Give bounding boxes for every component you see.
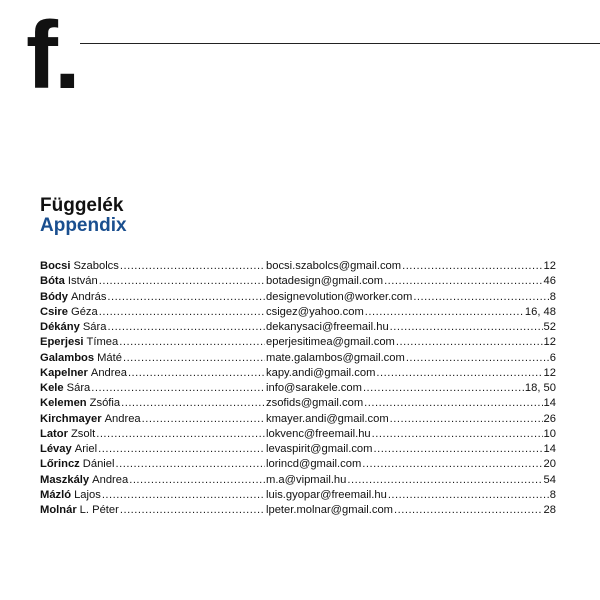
given-name: Szabolcs [73, 260, 119, 272]
dot-leader [394, 504, 543, 516]
dot-leader [129, 474, 265, 486]
page-numbers: 28 [543, 504, 556, 516]
name-column [40, 428, 266, 440]
section-title-hungarian: Függelék [40, 195, 124, 216]
surname: Lőrincz [40, 458, 80, 471]
surname: Kele [40, 382, 64, 394]
name-column [40, 382, 266, 394]
email-column [266, 260, 556, 272]
index-row [40, 352, 556, 367]
index-row [40, 382, 556, 397]
email-address: designevolution@worker.com [266, 290, 413, 303]
email-column [266, 352, 556, 364]
page-numbers: 18, 50 [524, 382, 556, 394]
index-row [40, 275, 556, 290]
name-column [40, 321, 266, 333]
given-name: Sára [66, 382, 91, 394]
dot-leader [373, 443, 542, 455]
dot-leader [142, 413, 265, 425]
email-column [266, 321, 556, 333]
page-numbers: 20 [543, 458, 556, 471]
email-column [266, 367, 556, 379]
page-numbers: 14 [543, 443, 556, 455]
surname: Bóta [40, 275, 65, 288]
email-column [266, 336, 556, 348]
surname: Lator [40, 427, 68, 440]
name-column [40, 504, 266, 516]
given-name: Tímea [86, 336, 119, 349]
surname: Eperjesi [40, 336, 84, 349]
email-address: zsofids@gmail.com [266, 397, 364, 410]
given-name: István [67, 275, 98, 288]
surname: Kapelner [40, 366, 88, 379]
email-column [266, 489, 556, 501]
name-column [40, 306, 266, 318]
name-column [40, 260, 266, 272]
email-address: lorincd@gmail.com [266, 458, 362, 471]
dot-leader [406, 352, 549, 364]
name-column [40, 397, 266, 409]
chapter-letter: f. [26, 2, 77, 109]
dot-leader [99, 306, 265, 318]
dot-leader [99, 275, 265, 287]
dot-leader [98, 443, 265, 455]
index-row [40, 367, 556, 382]
surname: Csire [40, 305, 68, 318]
page-numbers: 14 [543, 397, 556, 410]
index-row [40, 336, 556, 351]
index-row [40, 321, 556, 336]
dot-leader [390, 321, 543, 333]
dot-leader [120, 504, 265, 516]
dot-leader [365, 306, 524, 318]
dot-leader [107, 291, 265, 303]
given-name: Andrea [90, 366, 127, 379]
dot-leader [376, 367, 542, 379]
dot-leader [384, 275, 542, 287]
index-row [40, 504, 556, 519]
email-address: dekanysaci@freemail.hu [266, 321, 389, 333]
index-row [40, 474, 556, 489]
index-row [40, 397, 556, 412]
dot-leader [116, 458, 266, 470]
email-address: eperjesitimea@gmail.com [266, 336, 395, 349]
index-row [40, 443, 556, 458]
given-name: Sára [82, 321, 107, 333]
surname: Galambos [40, 351, 95, 364]
email-column [266, 397, 556, 409]
surname: Maszkály [40, 473, 90, 486]
surname: Bódy [40, 290, 68, 303]
dot-leader [347, 474, 542, 486]
email-address: kapy.andi@gmail.com [266, 366, 376, 379]
given-name: Ariel [74, 443, 98, 455]
page-numbers: 16, 48 [524, 305, 556, 318]
email-address: levaspirit@gmail.com [266, 443, 373, 455]
name-column [40, 489, 266, 501]
email-address: csigez@yahoo.com [266, 305, 364, 318]
email-address: lpeter.molnar@gmail.com [266, 504, 394, 516]
dot-leader [96, 428, 265, 440]
email-address: mate.galambos@gmail.com [266, 351, 405, 364]
email-address: botadesign@gmail.com [266, 275, 384, 288]
index-row [40, 291, 556, 306]
page-numbers: 52 [543, 321, 556, 333]
given-name: Lajos [74, 488, 101, 501]
surname: Lévay [40, 443, 72, 455]
email-address: bocsi.szabolcs@gmail.com [266, 260, 402, 272]
name-column [40, 474, 266, 486]
email-column [266, 443, 556, 455]
name-column [40, 458, 266, 470]
page-numbers: 6 [549, 351, 556, 364]
page-numbers: 8 [549, 290, 556, 303]
email-column [266, 458, 556, 470]
email-column [266, 474, 556, 486]
email-column [266, 504, 556, 516]
surname: Mázló [40, 488, 72, 501]
email-column [266, 275, 556, 287]
name-column [40, 336, 266, 348]
page-numbers: 54 [543, 473, 556, 486]
dot-leader [120, 260, 265, 272]
email-column [266, 382, 556, 394]
name-column [40, 413, 266, 425]
page-numbers: 46 [543, 275, 556, 288]
email-address: m.a@vipmail.hu [266, 473, 347, 486]
index-row [40, 428, 556, 443]
dot-leader [396, 336, 543, 348]
given-name: Zsolt [70, 427, 96, 440]
dot-leader [119, 336, 265, 348]
page-numbers: 8 [549, 488, 556, 501]
name-column [40, 275, 266, 287]
dot-leader [107, 321, 265, 333]
name-column [40, 367, 266, 379]
given-name: Géza [71, 305, 98, 318]
email-column [266, 306, 556, 318]
email-column [266, 413, 556, 425]
page-numbers: 26 [543, 412, 556, 425]
dot-leader [363, 382, 524, 394]
dot-leader [362, 458, 542, 470]
dot-leader [364, 397, 542, 409]
page-numbers: 10 [543, 427, 556, 440]
email-address: info@sarakele.com [266, 382, 362, 394]
given-name: Dániel [82, 458, 115, 471]
dot-leader [388, 489, 549, 501]
given-name: András [70, 290, 107, 303]
name-column [40, 443, 266, 455]
email-column [266, 291, 556, 303]
section-title-english: Appendix [40, 215, 127, 236]
email-address: kmayer.andi@gmail.com [266, 412, 389, 425]
page-numbers: 12 [543, 336, 556, 349]
surname: Kelemen [40, 397, 87, 410]
dot-leader [91, 382, 265, 394]
given-name: Zsófia [89, 397, 121, 410]
email-column [266, 428, 556, 440]
surname: Bocsi [40, 260, 71, 272]
dot-leader [390, 413, 543, 425]
dot-leader [121, 397, 265, 409]
index-row [40, 489, 556, 504]
surname: Molnár [40, 504, 77, 516]
dot-leader [128, 367, 265, 379]
page-numbers: 12 [543, 366, 556, 379]
dot-leader [413, 291, 548, 303]
dot-leader [102, 489, 265, 501]
dot-leader [372, 428, 543, 440]
surname: Kirchmayer [40, 412, 102, 425]
surname: Dékány [40, 321, 80, 333]
email-address: lokvenc@freemail.hu [266, 427, 371, 440]
email-address: luis.gyopar@freemail.hu [266, 488, 387, 501]
contributor-index [40, 260, 556, 519]
given-name: Andrea [92, 473, 129, 486]
name-column [40, 352, 266, 364]
index-row [40, 458, 556, 473]
given-name: Andrea [104, 412, 141, 425]
given-name: Máté [97, 351, 122, 364]
given-name: L. Péter [79, 504, 119, 516]
dot-leader [402, 260, 542, 272]
index-row [40, 306, 556, 321]
page-numbers: 12 [543, 260, 556, 272]
name-column [40, 291, 266, 303]
index-row [40, 260, 556, 275]
top-rule [80, 43, 600, 44]
index-row [40, 413, 556, 428]
dot-leader [123, 352, 265, 364]
